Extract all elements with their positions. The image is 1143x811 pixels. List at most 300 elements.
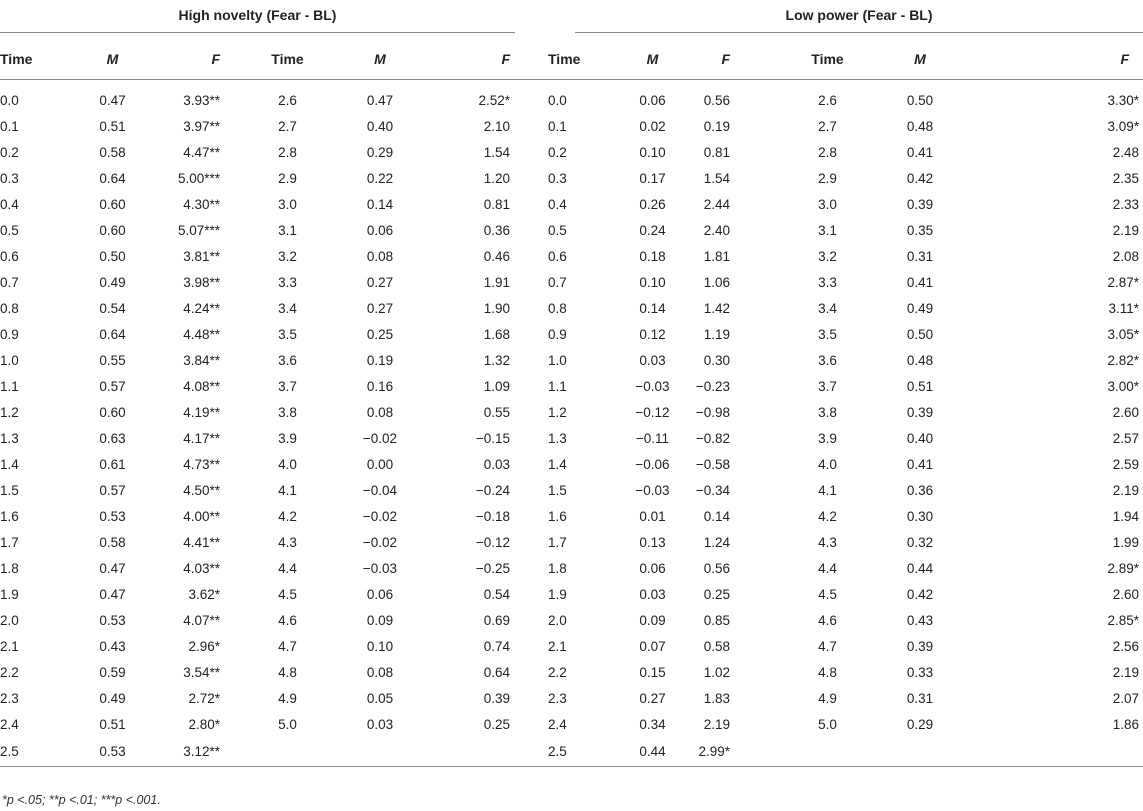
- cell-f-value: 2.60: [1112, 587, 1140, 603]
- cell-f-value: 4.08**: [183, 379, 220, 395]
- cell-m-value: 0.08: [366, 405, 394, 421]
- cell-m-value: 0.06: [366, 223, 394, 239]
- cell-time: 3.0: [818, 197, 837, 213]
- cell-f-value: 4.19**: [183, 405, 220, 421]
- cell-time: 0.0: [0, 93, 19, 109]
- col-time: Time: [775, 39, 880, 80]
- cell-m-value: 0.06: [639, 93, 666, 109]
- cell-f-value: 3.97**: [183, 119, 220, 135]
- cell-m-value: 0.49: [906, 301, 934, 317]
- cell-time: 0.6: [0, 249, 19, 265]
- cell-time: 1.1: [0, 379, 19, 395]
- cell-time: 3.6: [818, 353, 837, 369]
- cell-f-value: 4.24**: [183, 301, 220, 317]
- cell-m-value: 0.10: [366, 639, 394, 655]
- cell-m-value: 0.47: [99, 561, 126, 577]
- cell-time: 4.7: [818, 639, 837, 655]
- cell-time: 0.9: [548, 327, 567, 343]
- table-row: [0, 296, 1143, 322]
- cell-f-value: 3.00*: [1107, 379, 1140, 395]
- cell-time: 4.1: [278, 483, 297, 499]
- cell-m-value: 0.42: [906, 171, 934, 187]
- cell-f-value: 4.73**: [183, 457, 220, 473]
- cell-time: 4.9: [818, 691, 837, 707]
- cell-f-value: 0.69: [483, 613, 510, 629]
- cell-time: 1.3: [548, 431, 567, 447]
- cell-time: 4.0: [278, 457, 297, 473]
- cell-m-value: 0.39: [906, 405, 934, 421]
- cell-m-value: 0.03: [366, 717, 394, 733]
- cell-m-value: 0.05: [366, 691, 394, 707]
- cell-f-value: 2.57: [1112, 431, 1140, 447]
- cell-f-value: 4.07**: [183, 613, 220, 629]
- cell-f-value: 3.09*: [1107, 119, 1140, 135]
- table-row: [0, 660, 1143, 686]
- cell-m-value: 0.51: [99, 717, 126, 733]
- table-row: [0, 192, 1143, 218]
- cell-f-value: 0.30: [703, 353, 730, 369]
- cell-time: 3.2: [818, 249, 837, 265]
- cell-f-value: 2.72*: [188, 691, 220, 707]
- group-rule: [575, 32, 1143, 33]
- cell-f-value: 2.19: [1112, 223, 1140, 239]
- cell-time: 3.2: [278, 249, 297, 265]
- cell-m-value: 0.19: [366, 353, 394, 369]
- cell-time: 2.2: [548, 665, 567, 681]
- cell-time: 3.7: [818, 379, 837, 395]
- cell-time: 2.6: [278, 93, 297, 109]
- cell-m-value: 0.48: [906, 353, 934, 369]
- cell-f-value: −0.58: [695, 457, 730, 473]
- cell-time: 1.8: [0, 561, 19, 577]
- cell-time: 0.5: [0, 223, 19, 239]
- cell-f-value: 2.52*: [478, 93, 510, 109]
- cell-f-value: 2.33: [1112, 197, 1140, 213]
- cell-time: 4.5: [818, 587, 837, 603]
- cell-time: 4.4: [278, 561, 297, 577]
- cell-time: 2.0: [548, 613, 567, 629]
- cell-time: 1.6: [0, 509, 19, 525]
- cell-m-value: 0.51: [906, 379, 934, 395]
- cell-m-value: 0.61: [99, 457, 126, 473]
- cell-time: 3.6: [278, 353, 297, 369]
- cell-m-value: 0.60: [99, 197, 126, 213]
- cell-time: 1.5: [0, 483, 19, 499]
- table-row: [0, 504, 1143, 530]
- cell-time: 1.2: [0, 405, 19, 421]
- cell-time: 0.7: [548, 275, 567, 291]
- cell-f-value: 1.81: [703, 249, 730, 265]
- col-time: Time: [0, 39, 70, 80]
- cell-m-value: 0.58: [99, 535, 126, 551]
- cell-time: 3.1: [818, 223, 837, 239]
- cell-m-value: 0.40: [906, 431, 934, 447]
- cell-m-value: 0.35: [906, 223, 934, 239]
- cell-f-value: 1.09: [483, 379, 510, 395]
- cell-f-value: 2.56: [1112, 639, 1140, 655]
- cell-m-value: −0.11: [635, 431, 670, 447]
- cell-time: 0.1: [548, 119, 567, 135]
- cell-f-value: 2.59: [1112, 457, 1140, 473]
- table-row: [0, 582, 1143, 608]
- cell-m-value: −0.02: [362, 509, 398, 525]
- cell-m-value: 0.26: [639, 197, 666, 213]
- cell-m-value: 0.36: [906, 483, 934, 499]
- cell-f-value: 3.98**: [183, 275, 220, 291]
- cell-f-value: 0.85: [703, 613, 730, 629]
- cell-time: 1.6: [548, 509, 567, 525]
- cell-m-value: −0.06: [635, 457, 670, 473]
- cell-time: 0.1: [0, 119, 19, 135]
- cell-f-value: 3.05*: [1107, 327, 1140, 343]
- cell-m-value: 0.49: [99, 275, 126, 291]
- cell-f-value: 1.86: [1112, 717, 1140, 733]
- cell-f-value: 1.54: [703, 171, 730, 187]
- cell-f-value: 1.99: [1112, 535, 1140, 551]
- cell-m-value: −0.12: [635, 405, 670, 421]
- cell-f-value: 2.85*: [1107, 613, 1140, 629]
- cell-m-value: 0.64: [99, 171, 126, 187]
- cell-f-value: 1.19: [703, 327, 730, 343]
- cell-f-value: 3.84**: [183, 353, 220, 369]
- cell-f-value: 3.81**: [183, 249, 220, 265]
- cell-m-value: 0.08: [366, 665, 394, 681]
- cell-time: 2.7: [278, 119, 297, 135]
- cell-f-value: 4.03**: [183, 561, 220, 577]
- cell-m-value: 0.40: [366, 119, 394, 135]
- cell-time: 2.4: [548, 717, 567, 733]
- cell-f-value: [420, 738, 540, 767]
- cell-m-value: −0.03: [362, 561, 398, 577]
- cell-time: 0.8: [0, 301, 19, 317]
- cell-f-value: 2.80*: [188, 717, 220, 733]
- cell-time: 3.4: [278, 301, 297, 317]
- cell-m-value: 0.15: [639, 665, 666, 681]
- cell-m-value: 0.50: [906, 327, 934, 343]
- cell-f-value: 1.02: [703, 665, 730, 681]
- cell-f-value: 2.07: [1112, 691, 1140, 707]
- cell-m-value: 0.57: [99, 379, 126, 395]
- cell-time: 0.4: [0, 197, 19, 213]
- col-f: F: [420, 39, 540, 80]
- cell-time: 3.4: [818, 301, 837, 317]
- cell-time: 2.9: [278, 171, 297, 187]
- cell-m-value: 0.63: [99, 431, 126, 447]
- cell-time: 1.9: [548, 587, 567, 603]
- col-f: F: [155, 39, 235, 80]
- cell-time: 2.5: [0, 738, 70, 767]
- cell-m-value: 0.42: [906, 587, 934, 603]
- cell-time: 4.3: [818, 535, 837, 551]
- cell-f-value: 2.87*: [1107, 275, 1140, 291]
- cell-m-value: 0.51: [99, 119, 126, 135]
- cell-f-value: 2.19: [703, 717, 730, 733]
- cell-m-value: 0.30: [906, 509, 934, 525]
- cell-m-value: 0.13: [639, 535, 666, 551]
- table-row: [0, 80, 1143, 115]
- cell-time: 0.5: [548, 223, 567, 239]
- cell-time: 3.5: [818, 327, 837, 343]
- cell-f-value: 0.56: [703, 561, 730, 577]
- cell-f-value: 2.10: [483, 119, 510, 135]
- cell-f-value: 4.00**: [183, 509, 220, 525]
- cell-f-value: 5.00***: [177, 171, 220, 187]
- cell-f-value: 1.90: [483, 301, 510, 317]
- cell-time: 2.9: [818, 171, 837, 187]
- cell-f-value: 4.41**: [183, 535, 220, 551]
- cell-m-value: 0.50: [99, 249, 126, 265]
- cell-m-value: −0.02: [362, 431, 398, 447]
- cell-m-value: 0.27: [639, 691, 666, 707]
- cell-f-value: 0.54: [483, 587, 510, 603]
- cell-time: 3.3: [818, 275, 837, 291]
- cell-f-value: −0.23: [695, 379, 730, 395]
- cell-time: 1.4: [0, 457, 19, 473]
- table-row: [0, 114, 1143, 140]
- cell-m-value: 0.53: [99, 613, 126, 629]
- cell-f-value: −0.82: [695, 431, 730, 447]
- cell-m-value: 0.50: [906, 93, 934, 109]
- cell-time: 1.5: [548, 483, 567, 499]
- cell-f-value: 2.19: [1112, 665, 1140, 681]
- cell-time: 3.5: [278, 327, 297, 343]
- cell-time: 4.7: [278, 639, 297, 655]
- cell-time: 3.3: [278, 275, 297, 291]
- cell-time: 2.1: [0, 639, 19, 655]
- cell-m-value: 0.41: [906, 457, 934, 473]
- cell-f-value: −0.34: [695, 483, 730, 499]
- cell-time: 2.3: [0, 691, 19, 707]
- cell-m-value: 0.06: [366, 587, 394, 603]
- cell-f-value: 4.30**: [183, 197, 220, 213]
- cell-f-value: 1.68: [483, 327, 510, 343]
- cell-f-value: 4.50**: [183, 483, 220, 499]
- cell-time: 4.0: [818, 457, 837, 473]
- cell-m-value: 0.43: [99, 639, 126, 655]
- cell-m-value: [340, 738, 420, 767]
- cell-f-value: 0.58: [703, 639, 730, 655]
- cell-m-value: 0.08: [366, 249, 394, 265]
- cell-f-value: 2.82*: [1107, 353, 1140, 369]
- cell-time: 1.2: [548, 405, 567, 421]
- cell-f-value: 0.64: [483, 665, 510, 681]
- cell-f-value: 5.07***: [177, 223, 220, 239]
- cell-f-value: 1.83: [703, 691, 730, 707]
- cell-time: 0.6: [548, 249, 567, 265]
- cell-m-value: 0.27: [366, 275, 394, 291]
- cell-time: 2.4: [0, 717, 19, 733]
- cell-f-value: −0.25: [475, 561, 510, 577]
- cell-time: 3.8: [818, 405, 837, 421]
- cell-m-value: 0.29: [906, 717, 934, 733]
- cell-time: 4.6: [818, 613, 837, 629]
- cell-f-value: −0.15: [475, 431, 510, 447]
- cell-f-value: 4.48**: [183, 327, 220, 343]
- cell-m-value: 0.53: [99, 509, 126, 525]
- cell-time: [235, 738, 340, 767]
- cell-f-value: 0.36: [483, 223, 510, 239]
- cell-m-value: 0.00: [366, 457, 394, 473]
- table-row: [0, 738, 1143, 767]
- col-f: F: [695, 39, 775, 80]
- cell-m-value: 0.39: [906, 639, 934, 655]
- group-title: High novelty (Fear - BL): [178, 7, 337, 23]
- cell-f-value: 0.81: [703, 145, 730, 161]
- cell-m-value: 0.48: [906, 119, 934, 135]
- cell-m-value: 0.16: [366, 379, 394, 395]
- cell-m-value: 0.55: [99, 353, 126, 369]
- table-row: [0, 244, 1143, 270]
- cell-time: 1.0: [0, 353, 19, 369]
- cell-f-value: 2.60: [1112, 405, 1140, 421]
- cell-f-value: 0.39: [483, 691, 510, 707]
- cell-time: 2.8: [818, 145, 837, 161]
- cell-m-value: 0.34: [639, 717, 666, 733]
- cell-f-value: 1.06: [703, 275, 730, 291]
- cell-f-value: 2.89*: [1107, 561, 1140, 577]
- cell-m-value: 0.47: [99, 587, 126, 603]
- cell-time: 4.6: [278, 613, 297, 629]
- cell-m-value: 0.60: [99, 223, 126, 239]
- cell-m-value: 0.47: [99, 93, 126, 109]
- group-low-power: [540, 0, 1143, 39]
- cell-f-value: 0.74: [483, 639, 510, 655]
- table-row: [0, 348, 1143, 374]
- cell-time: 2.3: [548, 691, 567, 707]
- col-time: Time: [235, 39, 340, 80]
- cell-m-value: 0.18: [639, 249, 666, 265]
- cell-m-value: 0.02: [639, 119, 666, 135]
- cell-time: 5.0: [278, 717, 297, 733]
- cell-m-value: 0.25: [366, 327, 394, 343]
- cell-f-value: −0.98: [695, 405, 730, 421]
- table-row: [0, 218, 1143, 244]
- cell-m-value: 0.27: [366, 301, 394, 317]
- cell-time: 0.7: [0, 275, 19, 291]
- cell-f-value: [960, 738, 1143, 767]
- cell-time: 1.8: [548, 561, 567, 577]
- col-m: M: [340, 39, 420, 80]
- cell-time: 1.9: [0, 587, 19, 603]
- group-title: Low power (Fear - BL): [785, 7, 933, 23]
- table-row: [0, 608, 1143, 634]
- cell-m-value: −0.04: [362, 483, 398, 499]
- cell-m-value: 0.41: [906, 145, 934, 161]
- cell-f-value: 2.48: [1112, 145, 1140, 161]
- cell-time: 4.1: [818, 483, 837, 499]
- cell-time: 2.6: [818, 93, 837, 109]
- cell-m-value: 0.01: [639, 509, 666, 525]
- cell-time: 1.1: [548, 379, 567, 395]
- table-row: [0, 166, 1143, 192]
- table-row: [0, 140, 1143, 166]
- cell-time: 1.7: [548, 535, 567, 551]
- cell-f-value: 0.25: [703, 587, 730, 603]
- cell-time: 0.0: [548, 93, 567, 109]
- cell-m-value: 0.32: [906, 535, 934, 551]
- cell-f-value: 0.14: [703, 509, 730, 525]
- cell-f-value: 3.12**: [155, 738, 235, 767]
- col-time: Time: [540, 39, 610, 80]
- cell-m-value: 0.64: [99, 327, 126, 343]
- significance-note: *p <.05; **p <.01; ***p <.001.: [2, 793, 161, 807]
- cell-m-value: 0.03: [639, 587, 666, 603]
- cell-time: 3.9: [818, 431, 837, 447]
- cell-f-value: 4.17**: [183, 431, 220, 447]
- cell-m-value: 0.31: [906, 691, 934, 707]
- cell-f-value: 3.11*: [1108, 301, 1140, 317]
- cell-time: 3.8: [278, 405, 297, 421]
- cell-m-value: [880, 738, 960, 767]
- cell-m-value: 0.53: [70, 738, 155, 767]
- cell-f-value: 2.99*: [695, 738, 775, 767]
- cell-time: 2.0: [0, 613, 19, 629]
- cell-time: 1.3: [0, 431, 19, 447]
- cell-f-value: 3.54**: [183, 665, 220, 681]
- cell-f-value: 2.96*: [188, 639, 220, 655]
- cell-m-value: 0.57: [99, 483, 126, 499]
- cell-f-value: 2.35: [1112, 171, 1140, 187]
- cell-f-value: 1.42: [703, 301, 730, 317]
- cell-m-value: 0.03: [639, 353, 666, 369]
- cell-m-value: 0.12: [639, 327, 666, 343]
- cell-m-value: 0.31: [906, 249, 934, 265]
- col-m: M: [880, 39, 960, 80]
- group-header-row: [0, 0, 1143, 39]
- cell-m-value: 0.24: [639, 223, 666, 239]
- table-row: [0, 686, 1143, 712]
- cell-time: 2.7: [818, 119, 837, 135]
- cell-m-value: −0.02: [362, 535, 398, 551]
- cell-f-value: −0.18: [475, 509, 510, 525]
- cell-f-value: 3.93**: [183, 93, 220, 109]
- cell-m-value: 0.06: [639, 561, 666, 577]
- cell-m-value: 0.54: [99, 301, 126, 317]
- cell-f-value: 1.24: [703, 535, 730, 551]
- cell-time: 0.3: [548, 171, 567, 187]
- table-row: [0, 322, 1143, 348]
- cell-m-value: 0.33: [906, 665, 934, 681]
- cell-m-value: 0.41: [906, 275, 934, 291]
- cell-m-value: 0.09: [366, 613, 394, 629]
- cell-time: 0.3: [0, 171, 19, 187]
- cell-time: 4.8: [818, 665, 837, 681]
- cell-f-value: 0.19: [703, 119, 730, 135]
- table-row: [0, 556, 1143, 582]
- cell-time: 3.9: [278, 431, 297, 447]
- cell-f-value: 1.54: [483, 145, 510, 161]
- cell-time: 5.0: [818, 717, 837, 733]
- cell-f-value: 3.30*: [1107, 93, 1140, 109]
- cell-f-value: 2.40: [703, 223, 730, 239]
- cell-m-value: 0.07: [639, 639, 666, 655]
- cell-f-value: −0.12: [475, 535, 510, 551]
- cell-m-value: 0.49: [99, 691, 126, 707]
- cell-m-value: −0.03: [635, 483, 670, 499]
- cell-time: 4.9: [278, 691, 297, 707]
- cell-time: 0.2: [548, 145, 567, 161]
- cell-time: 4.8: [278, 665, 297, 681]
- cell-f-value: 0.56: [703, 93, 730, 109]
- cell-m-value: 0.44: [610, 738, 695, 767]
- cell-m-value: 0.17: [639, 171, 666, 187]
- cell-m-value: 0.22: [366, 171, 394, 187]
- table-row: [0, 530, 1143, 556]
- table-row: [0, 400, 1143, 426]
- cell-m-value: −0.03: [635, 379, 670, 395]
- table-row: [0, 634, 1143, 660]
- cell-time: 3.0: [278, 197, 297, 213]
